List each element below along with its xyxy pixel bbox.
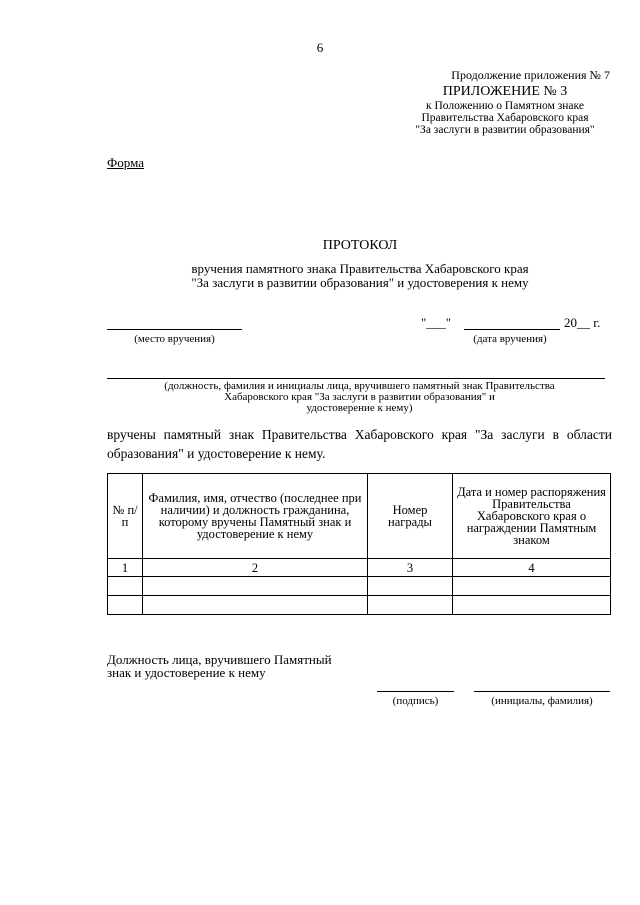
- date-year: 20__ г.: [564, 315, 601, 330]
- person-line: [107, 378, 605, 379]
- table-cell[interactable]: [143, 596, 368, 615]
- appendix-title: ПРИЛОЖЕНИЕ № 3: [442, 84, 568, 99]
- award-table: [107, 473, 611, 615]
- date-caption: (дата вручения): [473, 333, 547, 345]
- form-label: Форма: [107, 155, 144, 170]
- table-header-row: [108, 474, 611, 559]
- protocol-subtitle-line-2: "За заслуги в развитии образования" и удостоверения к нему: [191, 275, 529, 290]
- date-line: [464, 329, 560, 330]
- header-recipient: Фамилия, имя, отчество (последнее при наличии) и должность гражданина, которому вручены Памятный знак и удостоверение к нему: [143, 474, 368, 559]
- initials-caption: (инициалы, фамилия): [491, 695, 593, 707]
- signature-line: [377, 691, 454, 692]
- person-caption: [107, 381, 612, 414]
- person-caption-line-3: удостоверение к нему): [306, 402, 413, 414]
- table-cell[interactable]: [143, 577, 368, 596]
- continuation-note: Продолжение приложения № 7: [451, 68, 610, 82]
- date-quote: "___": [421, 315, 452, 330]
- body-text: вручены памятный знак Правительства Хабаровского края "За заслуги в области образования" и удостоверение к нему.: [107, 427, 612, 461]
- signature-text: Должность лица, вручившего Памятный знак и удостоверение к нему: [107, 652, 332, 680]
- appendix-block: [390, 84, 620, 136]
- table-cell: 4: [453, 559, 611, 577]
- page-number: 6: [316, 40, 324, 55]
- place-line: [107, 329, 242, 330]
- appendix-line-1: к Положению о Памятном знаке: [426, 100, 584, 112]
- header-award-number: Номер награды: [368, 474, 453, 559]
- initials-line: [474, 691, 610, 692]
- appendix-line-2: Правительства Хабаровского края: [421, 112, 589, 124]
- table-row: [108, 559, 611, 577]
- table-cell[interactable]: [368, 577, 453, 596]
- place-caption: (место вручения): [134, 333, 215, 345]
- table-cell[interactable]: [108, 577, 143, 596]
- table-cell[interactable]: [453, 596, 611, 615]
- appendix-line-3: "За заслуги в развитии образования": [415, 124, 595, 136]
- table-row[interactable]: [108, 596, 611, 615]
- table-cell[interactable]: [453, 577, 611, 596]
- protocol-title: ПРОТОКОЛ: [322, 238, 398, 253]
- header-order: Дата и номер распоряжения Правительства Хабаровского края о награждении Памятным знаком: [453, 474, 611, 559]
- signature-caption: (подпись): [392, 695, 439, 707]
- table-cell: 3: [368, 559, 453, 577]
- header-number: № п/п: [108, 474, 143, 559]
- table-cell: 1: [108, 559, 143, 577]
- table-cell[interactable]: [368, 596, 453, 615]
- person-caption-line-2: Хабаровского края "За заслуги в развитии образования" и: [224, 391, 495, 403]
- protocol-subtitle: [107, 262, 613, 290]
- table-cell[interactable]: [108, 596, 143, 615]
- table-cell: 2: [143, 559, 368, 577]
- table-row[interactable]: [108, 577, 611, 596]
- person-caption-line-1: (должность, фамилия и инициалы лица, вручившего памятный знак Правительства: [164, 380, 555, 392]
- protocol-subtitle-line-1: вручения памятного знака Правительства Хабаровского края: [191, 261, 529, 276]
